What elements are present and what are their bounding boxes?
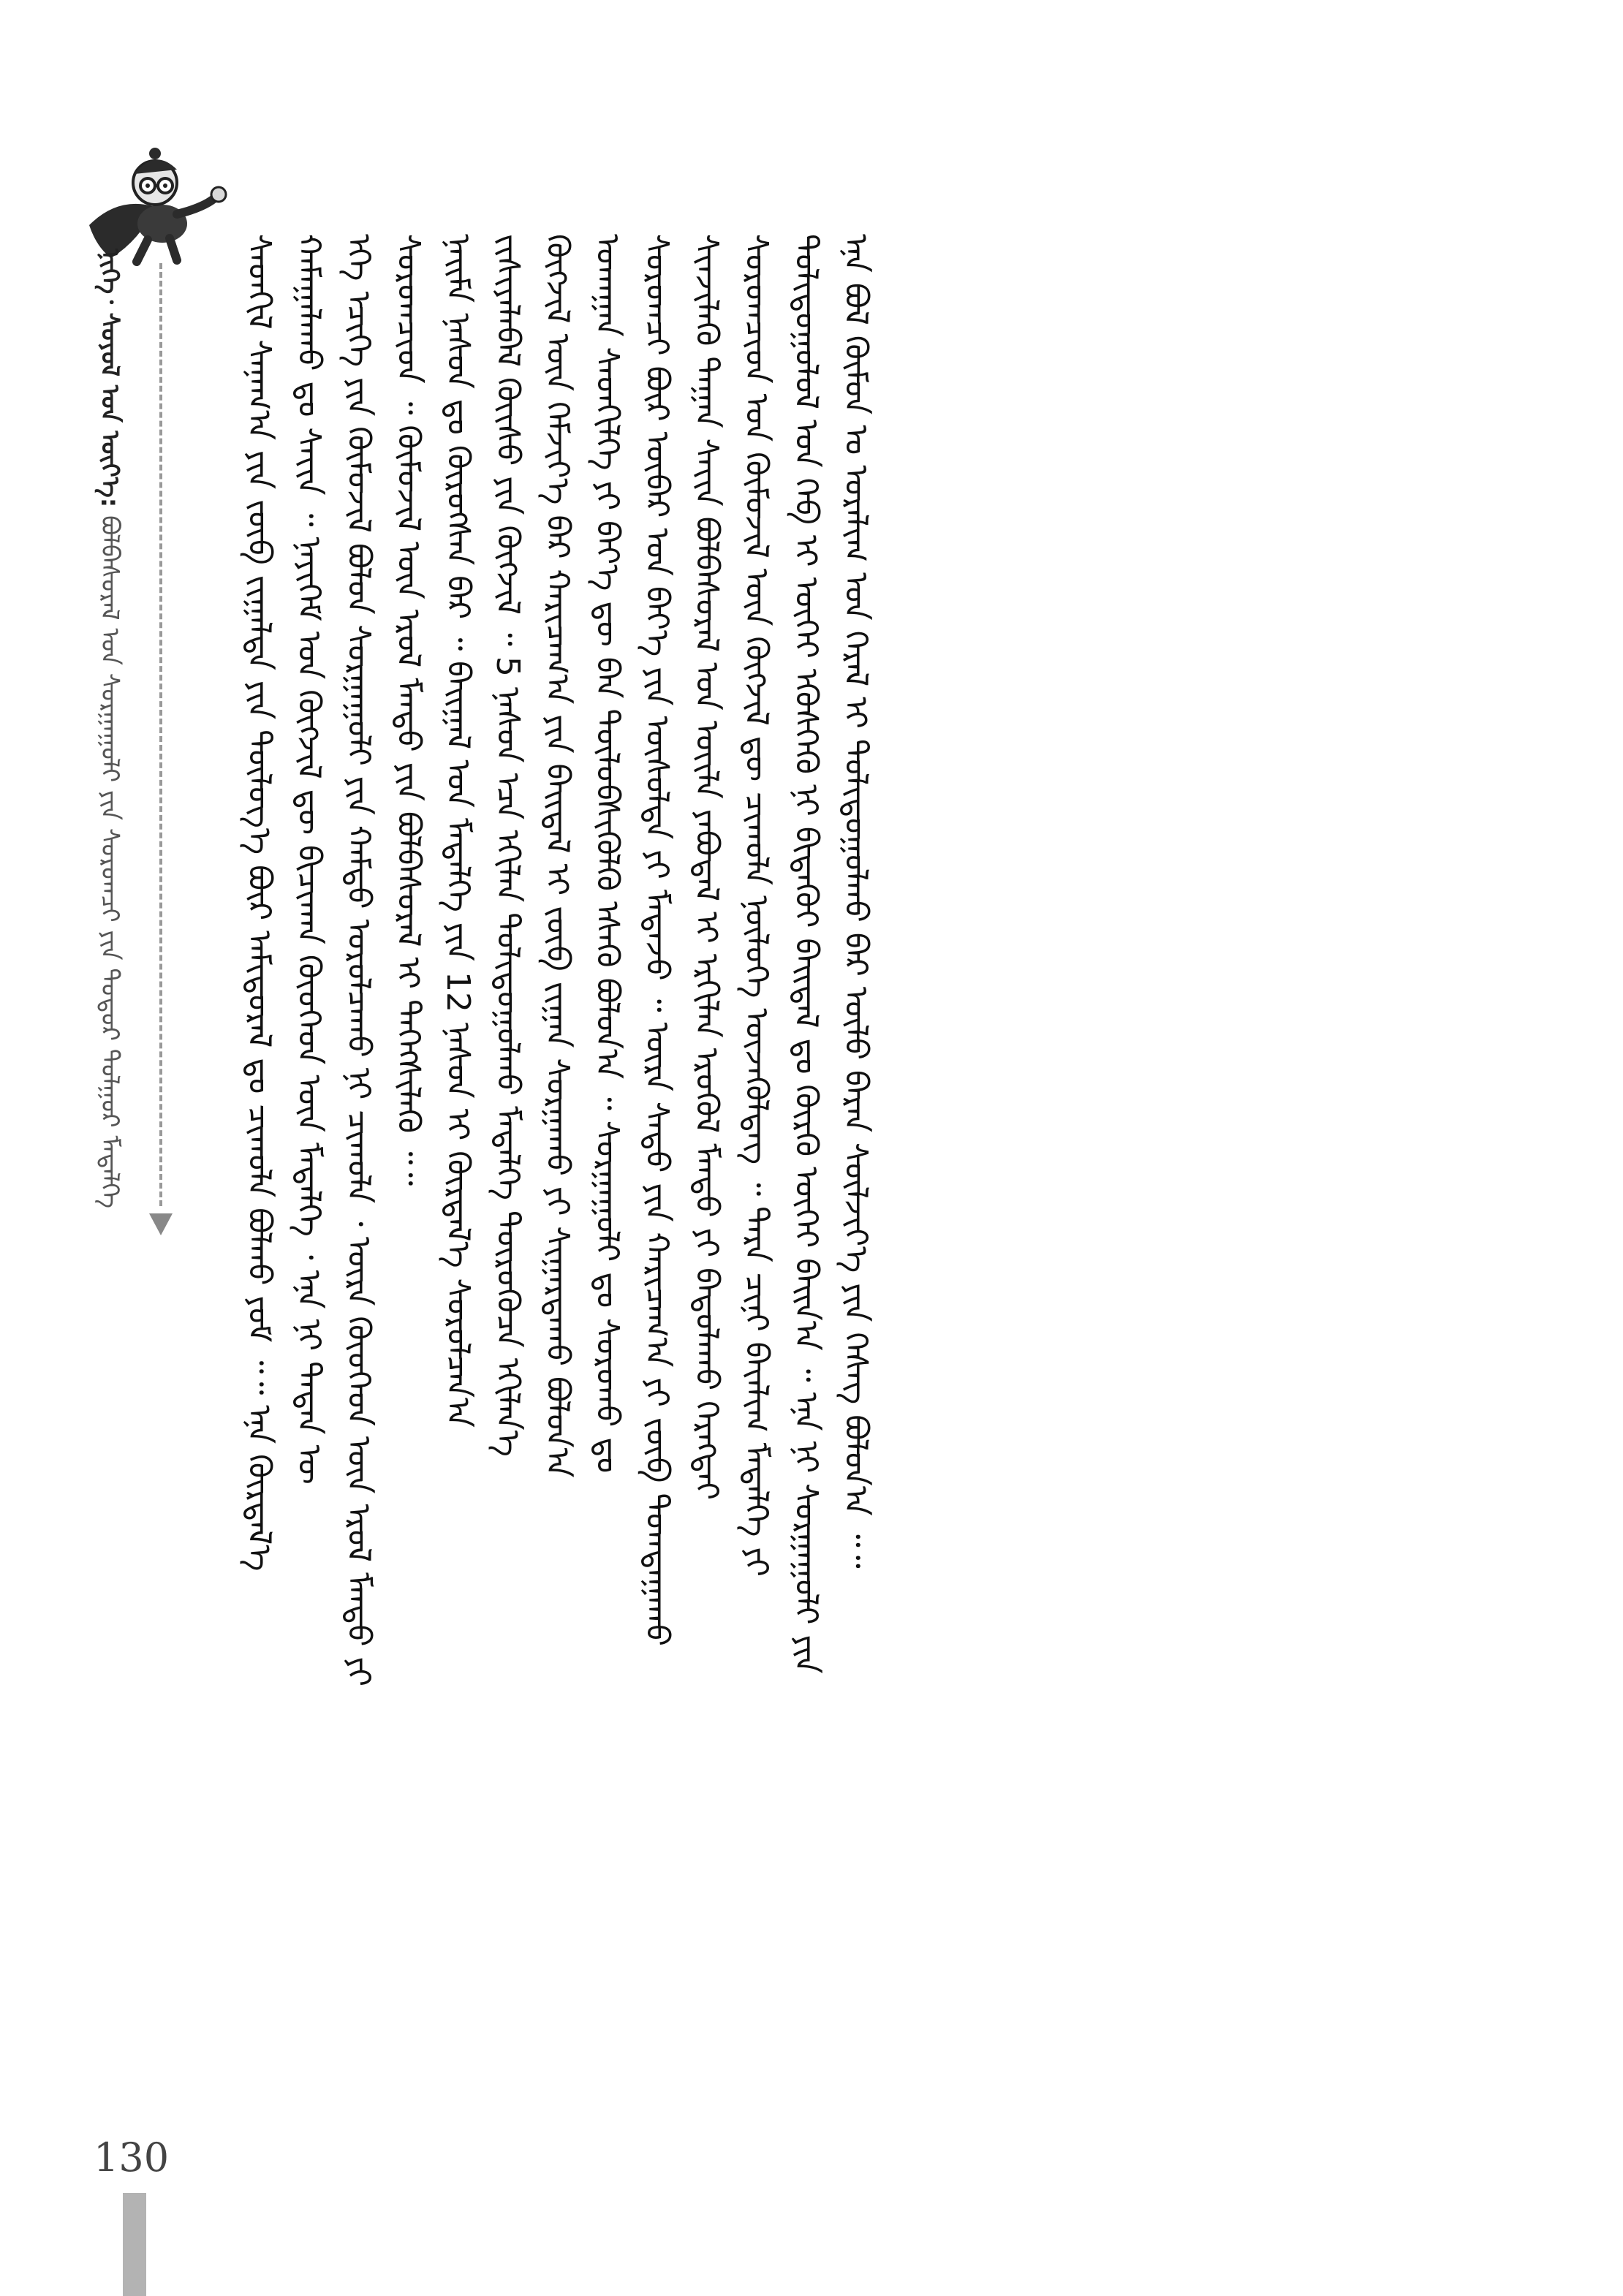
text-column: ᠵᠢᠱᠢᠶᠡᠯᠡᠪᠡᠯ ᠬᠦᠢᠰᠦ ᠶᠢᠨ ᠬᠥᠭᠵᠢᠯ ᠃ 5 ᠨᠠᠰᠤᠨ ᠡᠴᠡ ᠡᠬᠢᠯᠡᠨ ᠲᠣᠯᠢᠳᠤᠭᠤᠯᠬᠤ ᠮᠡᠳᠡᠯᠭᠡ ᠲᠦᠷᠦᠭᠦᠴᠡ ᠡᠬᠢᠯᠡᠨ᠎ᠡ [489,234,526,1457]
body-text [234,234,1024,2105]
text-column: ᠰᠢᠨᠵᠢᠯᠡᠬᠦ ᠳᠠᠭᠠᠨ ᠰᠠᠶ᠋ᠢᠨ ᠪᠣᠯᠪᠠᠰᠤᠷᠠᠯ ᠤᠨ ᠦᠢᠯᠡ ᠶᠠᠪᠤᠳᠠᠯ ᠢ ᠡᠷᠬᠢᠯᠡᠨ ᠡᠷᠦᠭᠦᠯ ᠮᠡᠨᠳᠦ ᠶᠢ ᠪᠠᠲᠤᠯᠠᠬᠤ ᠬᠡᠷᠡᠭᠲᠡᠢ [688,234,725,1500]
text-column: ᠰᠤᠷᠤᠭᠴᠢᠳ ᠤᠨ ᠬᠦᠮᠦᠵᠢᠯ ᠦᠨ ᠬᠥᠭᠵᠢᠯ ᠳᠦ ᠴᠢᠬᠤᠯᠠ ᠨᠥᠯᠦᠭᠡ ᠦᠵᠡᠭᠦᠯᠳᠡᠭ ᠃ ᠲᠡᠷᠡ ᠴᠢᠨᠢ ᠪᠠᠶ᠋ᠠᠯᠢᠭ ᠮᠡᠳᠡᠯᠭᠡ ᠶᠢ [738,234,775,1577]
running-title-rest: ᠪᠣᠯᠪᠠᠰᠤᠷᠠᠯ ᠤᠨ ᠰᠤᠷᠭᠠᠭᠤᠯᠢ ᠶᠢᠨ ᠰᠤᠷᠤᠭᠴᠢ ᠶᠢᠨ ᠳᠣᠲᠣᠷ ᠲᠤᠯᠭᠤᠷ ᠮᠡᠳᠡᠯᠭᠡ [95,515,124,1209]
running-title-bold: ᠨᠢᠭᠡ᠂ ᠰᠣᠶᠣᠯ ᠤᠨ ᠦᠶ᠎ᠡ: [95,249,124,508]
text-column: ᠬᠠᠮᠠᠭᠠᠯᠠᠬᠤ ᠳᠤ ᠰᠠᠶ᠋ᠢᠨ ᠃ ᠨᠡᠶᠢᠭᠡᠮ ᠤᠨ ᠬᠥᠭᠵᠢᠯ ᠳᠦ ᠪᠢᠴᠢᠬᠠᠨ ᠬᠦᠦᠬᠡᠳ ᠦᠨ ᠮᠡᠳᠡᠯᠭᠡ ᠂ ᠡᠨᠡ ᠨᠢ ᠲᠡᠳᠡᠨ ᠦ [290,234,328,1485]
text-column: ᠰᠡᠳᠬᠢᠯ ᠰᠠᠨᠠᠭ᠎ᠠ ᠶᠢᠨ ᠵᠥᠪ ᠵᠢᠭᠠᠯᠲᠠ ᠶᠢᠨ ᠲᠥᠯᠥᠭ᠎ᠡ ᠪᠦᠷ ᠠᠮᠢᠳᠤᠷᠠᠯ ᠳᠤ ᠴᠢᠬᠤᠯᠠ ᠪᠣᠯᠬᠤ ᠶᠤᠮ ᠃᠃ ᠡᠨᠡ ᠬᠦᠷᠲᠡᠯ᠎ᠡ [241,234,278,1572]
text-column: ᠲᠣᠯᠢᠳᠤᠭᠤᠯᠤᠯ ᠤᠨ ᠬᠡᠪ ᠢ ᠥᠬᠡᠶ ᠡᠭᠦᠰᠭᠡᠬᠦ ᠨᠢ ᠪᠢᠲᠡᠭᠦᠢ ᠪᠠᠢᠳᠠᠯ ᠳᠤ ᠬᠦᠷᠬᠦ ᠦᠭᠡᠢ ᠪᠠᠢᠨ᠎ᠠ ᠃ ᠡᠨᠡ ᠨᠢ ᠰᠤᠷᠭᠠᠭᠤᠯᠢ ᠶᠢᠨ [787,234,825,1674]
dashed-rule [159,263,162,1206]
text-column: ᠡᠬᠡ ᠡᠴᠢᠭᠡ ᠶᠢᠨ ᠬᠥᠮᠦᠵᠢᠯ ᠪᠣᠯᠤᠨ ᠰᠤᠷᠭᠠᠭᠤᠯᠢ ᠶᠢᠨ ᠬᠠᠮᠲᠤ ᠣᠷᠤᠯᠴᠠᠬᠤ ᠨᠢ ᠴᠢᠬᠤᠯᠠ ᠂ ᠦᠷᠡ ᠬᠦᠦᠬᠡᠳ ᠦᠨ ᠡᠷᠦᠯ ᠮᠡᠨᠳᠦ ᠶᠢ [340,234,377,1687]
side-tab-bar [123,2193,146,2296]
text-column: ᠡᠨᠡ ᠪᠣᠯ ᠬᠦᠮᠦᠨ ᠤ ᠤᠷᠠᠯᠢᠭ ᠤᠨ ᠭᠡᠷᠡᠯ ᠢ ᠲᠣᠯᠢᠳᠤᠭᠤᠯᠬᠤ ᠪᠠᠷ ᠦᠯᠦ ᠪᠠᠷᠠᠨ ᠰᠦᠯᠵᠢᠶ᠎ᠡ ᠶᠢᠨ ᠬᠡᠰᠡᠭ ᠪᠣᠯᠤᠨ᠎ᠠ ᠃᠃ [837,234,874,1569]
text-column: ᠰᠤᠷᠤᠭᠴᠢᠳ ᠃ ᠬᠦᠮᠦᠵᠢᠯ ᠦᠨ ᠡᠷᠦᠯ ᠮᠡᠨᠳᠦ ᠶᠢᠨ ᠪᠣᠯᠪᠠᠰᠤᠷᠠᠯ ᠢ ᠳᠡᠭᠡᠭᠰᠢᠯᠡᠬᠦ ᠃᠃ [390,234,427,1186]
text-column: ᠰᠤᠷᠤᠭᠴᠢ ᠪᠦᠷ ᠥᠪᠡᠷ ᠤᠨ ᠪᠡᠶ᠎ᠡ ᠶᠢᠨ ᠥᠰᠦᠯᠲᠡ ᠶᠢ ᠮᠡᠳᠡᠵᠦ ᠃ ᠦᠷᠡ ᠰᠠᠳᠤ ᠶᠢᠨ ᠬᠠᠷᠢᠴᠠᠭ᠎ᠠ ᠶᠢ ᠵᠥᠪ ᠲᠣᠭᠲᠠᠭᠠᠬᠤ [638,234,676,1646]
text-column: ᠨᠠᠢᠮᠠ ᠨᠠᠰᠤᠨ ᠳᠤ ᠬᠦᠷᠦᠭᠰᠡᠨ ᠪᠡᠷ ᠃ ᠪᠠᠢᠭᠠᠯ ᠤᠨ ᠮᠡᠳᠡᠯᠭᠡ ᠶᠢᠨ 12 ᠨᠠᠰᠤᠨ ᠢ ᠬᠦᠷᠲᠡᠯ᠎ᠡ ᠰᠤᠷᠤᠯᠴᠠᠨ᠎ᠠ [439,234,477,1428]
page-number: 130 [94,2134,170,2181]
running-title [88,249,146,1243]
text-column: ᠤᠬᠠᠭᠠᠨ ᠰᠡᠳᠬᠢᠯᠭᠡ ᠶᠢ ᠪᠡᠶ᠎ᠡ ᠳᠦ ᠪᠠᠨ ᠲᠥᠯᠥᠪᠰᠢᠭᠦᠯᠬᠦ ᠡᠰᠡᠬᠦ ᠪᠣᠯᠤᠨ᠎ᠠ ᠃ ᠰᠤᠷᠭᠠᠭᠤᠯᠢ ᠳᠤ ᠰᠤᠷᠤᠬᠤ ᠳᠤ [589,234,626,1474]
arrow-down-icon [149,1213,173,1235]
text-column: ᠬᠥᠭᠵᠢᠯ ᠦᠨ ᠬᠡᠮᠵᠢᠶ᠎ᠡ ᠪᠡᠷ ᠬᠠᠷᠢᠴᠠᠭ᠎ᠠ ᠶᠢᠨ ᠪᠠᠢᠳᠠᠯ ᠢ ᠵᠥᠪ ᠵᠢᠭᠠᠨ ᠰᠤᠷᠭᠠᠬᠤ ᠶᠢ ᠰᠢᠭᠠᠷᠳᠠᠬᠤ ᠪᠣᠯᠤᠨ᠎ᠠ [539,234,576,1478]
